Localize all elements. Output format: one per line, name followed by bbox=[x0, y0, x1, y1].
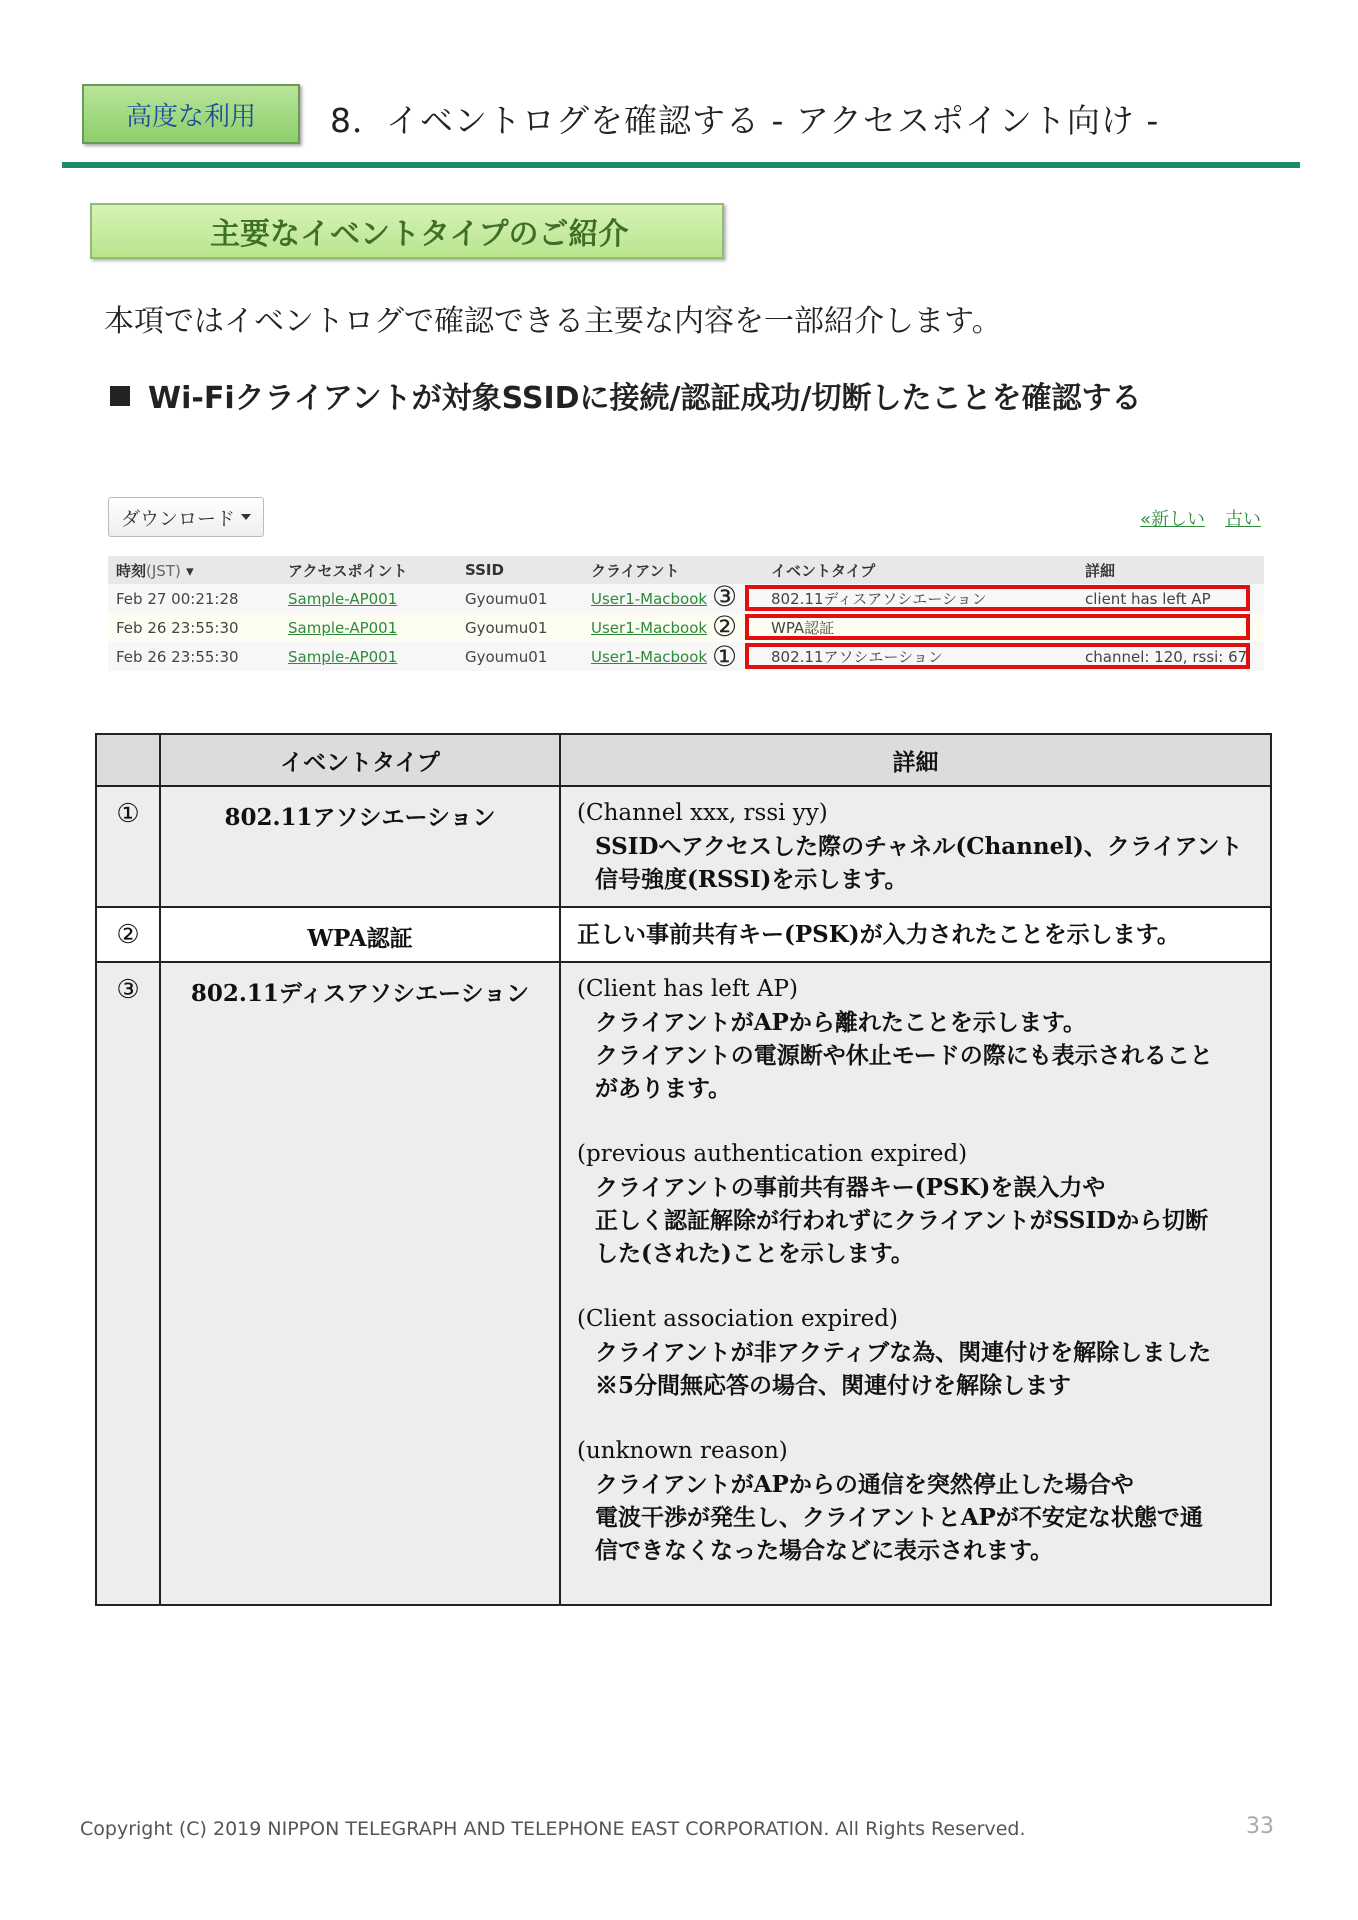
detail-line: 正しく認証解除が行われずにクライアントがSSIDから切断 bbox=[595, 1207, 1209, 1234]
row-num: ① bbox=[96, 786, 160, 907]
detail-line: クライアントがAPから離れたことを示します。 bbox=[595, 1009, 1087, 1036]
detail-line: (Client association expired) bbox=[577, 1306, 898, 1332]
client-link[interactable]: User1-Macbook bbox=[591, 589, 708, 608]
highlight-box-2 bbox=[745, 614, 1250, 640]
bullet-square-icon bbox=[110, 386, 130, 406]
ap-link[interactable]: Sample-AP001 bbox=[288, 589, 398, 608]
detail-line: (Channel xxx, rssi yy) bbox=[577, 800, 828, 826]
detail-line: 正しい事前共有キー(PSK)が入力されたことを示します。 bbox=[577, 921, 1180, 948]
detail-spacer bbox=[577, 1105, 1258, 1138]
detail-line: (previous authentication expired) bbox=[577, 1141, 968, 1167]
detail-spacer bbox=[577, 1402, 1258, 1435]
page-title: 8．イベントログを確認する - アクセスポイント向け - bbox=[330, 101, 1160, 140]
event-row-1 bbox=[96, 786, 1271, 907]
subheading bbox=[110, 373, 1141, 417]
event-row-2 bbox=[96, 907, 1271, 962]
cell-ap[interactable] bbox=[280, 613, 457, 642]
event-table-header bbox=[96, 734, 1271, 786]
cell-ssid: Gyoumu01 bbox=[457, 613, 583, 642]
row-type: 802.11ディスアソシエーション bbox=[160, 962, 560, 1605]
cell-event: 802.11アソシエーション bbox=[763, 642, 1077, 671]
cell-ap[interactable] bbox=[280, 584, 457, 613]
detail-line: 信できなくなった場合などに表示されます。 bbox=[595, 1537, 1054, 1564]
detail-line: ※5分間無応答の場合、関連付けを解除します bbox=[595, 1372, 1072, 1399]
pager-newer-link[interactable]: «新しい bbox=[1140, 509, 1206, 530]
caret-down-icon bbox=[241, 514, 251, 520]
cell-ssid: Gyoumu01 bbox=[457, 584, 583, 613]
detail-spacer bbox=[577, 1270, 1258, 1303]
category-badge: 高度な利用 bbox=[82, 84, 300, 144]
row-num: ③ bbox=[96, 962, 160, 1605]
intro-text: 本項ではイベントログで確認できる主要な内容を一部紹介します。 bbox=[104, 304, 1002, 339]
col-ssid[interactable]: SSID bbox=[457, 556, 583, 584]
detail-line: (unknown reason) bbox=[577, 1438, 788, 1464]
detail-line: 電波干渉が発生し、クライアントとAPが不安定な状態で通 bbox=[595, 1504, 1203, 1531]
row-num: ② bbox=[96, 907, 160, 962]
cell-ssid: Gyoumu01 bbox=[457, 642, 583, 671]
col-time-sub: (JST) bbox=[146, 561, 181, 580]
ap-link[interactable]: Sample-AP001 bbox=[288, 647, 398, 666]
detail-line: クライアントがAPからの通信を突然停止した場合や bbox=[595, 1471, 1134, 1498]
sort-arrow-icon: ▾ bbox=[186, 561, 194, 580]
ap-link[interactable]: Sample-AP001 bbox=[288, 618, 398, 637]
row-type: 802.11アソシエーション bbox=[160, 786, 560, 907]
col-time-label: 時刻 bbox=[116, 561, 147, 580]
page-number: 33 bbox=[1246, 1814, 1274, 1839]
cell-event: WPA認証 bbox=[763, 613, 1077, 642]
log-header-row bbox=[108, 556, 1264, 584]
detail-line: クライアントの事前共有器キー(PSK)を誤入力や bbox=[595, 1174, 1106, 1201]
highlight-box-3 bbox=[745, 585, 1250, 611]
pager-older-link[interactable]: 古い bbox=[1225, 509, 1261, 530]
detail-line: した(された)ことを示します。 bbox=[595, 1240, 914, 1267]
col-detail[interactable]: 詳細 bbox=[1077, 556, 1264, 584]
row-detail bbox=[560, 907, 1271, 962]
client-link[interactable]: User1-Macbook bbox=[591, 647, 708, 666]
subheading-text: Wi-Fiクライアントが対象SSIDに接続/認証成功/切断したことを確認する bbox=[148, 381, 1142, 416]
detail-line: クライアントが非アクティブな為、関連付けを解除しました bbox=[595, 1339, 1212, 1366]
download-label: ダウンロード bbox=[121, 507, 236, 530]
cell-event: 802.11ディスアソシエーション bbox=[763, 584, 1077, 613]
cell-ap[interactable] bbox=[280, 642, 457, 671]
marker-2: ② bbox=[712, 610, 738, 643]
cell-time: Feb 26 23:55:30 bbox=[108, 642, 280, 671]
client-link[interactable]: User1-Macbook bbox=[591, 618, 708, 637]
detail-line: クライアントの電源断や休止モードの際にも表示されること bbox=[595, 1042, 1213, 1069]
col-ap[interactable]: アクセスポイント bbox=[280, 556, 457, 584]
col-event-type[interactable]: イベントタイプ bbox=[763, 556, 1077, 584]
detail-line: 信号強度(RSSI)を示します。 bbox=[595, 866, 908, 893]
footer-copyright: Copyright (C) 2019 NIPPON TELEGRAPH AND TELEPHONE EAST CORPORATION. All Rights Reserved. bbox=[80, 1818, 1026, 1840]
row-detail bbox=[560, 962, 1271, 1605]
download-button[interactable] bbox=[108, 497, 264, 537]
marker-3: ③ bbox=[712, 580, 738, 613]
cell-time: Feb 26 23:55:30 bbox=[108, 613, 280, 642]
header-event-type: イベントタイプ bbox=[160, 734, 560, 786]
row-detail bbox=[560, 786, 1271, 907]
detail-line: (Client has left AP) bbox=[577, 976, 798, 1002]
highlight-box-1 bbox=[745, 643, 1250, 669]
header-num bbox=[96, 734, 160, 786]
section-title-box: 主要なイベントタイプのご紹介 bbox=[90, 203, 724, 259]
detail-line: SSIDへアクセスした際のチャネル(Channel)、クライアント bbox=[595, 833, 1243, 860]
cell-detail: channel: 120, rssi: 67 bbox=[1077, 642, 1264, 671]
event-type-table bbox=[95, 733, 1272, 1606]
col-time[interactable] bbox=[108, 556, 280, 584]
event-row-3 bbox=[96, 962, 1271, 1605]
header-divider bbox=[62, 162, 1300, 168]
header-detail: 詳細 bbox=[560, 734, 1271, 786]
marker-1: ① bbox=[712, 640, 738, 673]
detail-line: があります。 bbox=[595, 1075, 732, 1102]
col-client[interactable]: クライアント bbox=[583, 556, 763, 584]
cell-time: Feb 27 00:21:28 bbox=[108, 584, 280, 613]
cell-detail: client has left AP bbox=[1077, 584, 1264, 613]
row-type: WPA認証 bbox=[160, 907, 560, 962]
